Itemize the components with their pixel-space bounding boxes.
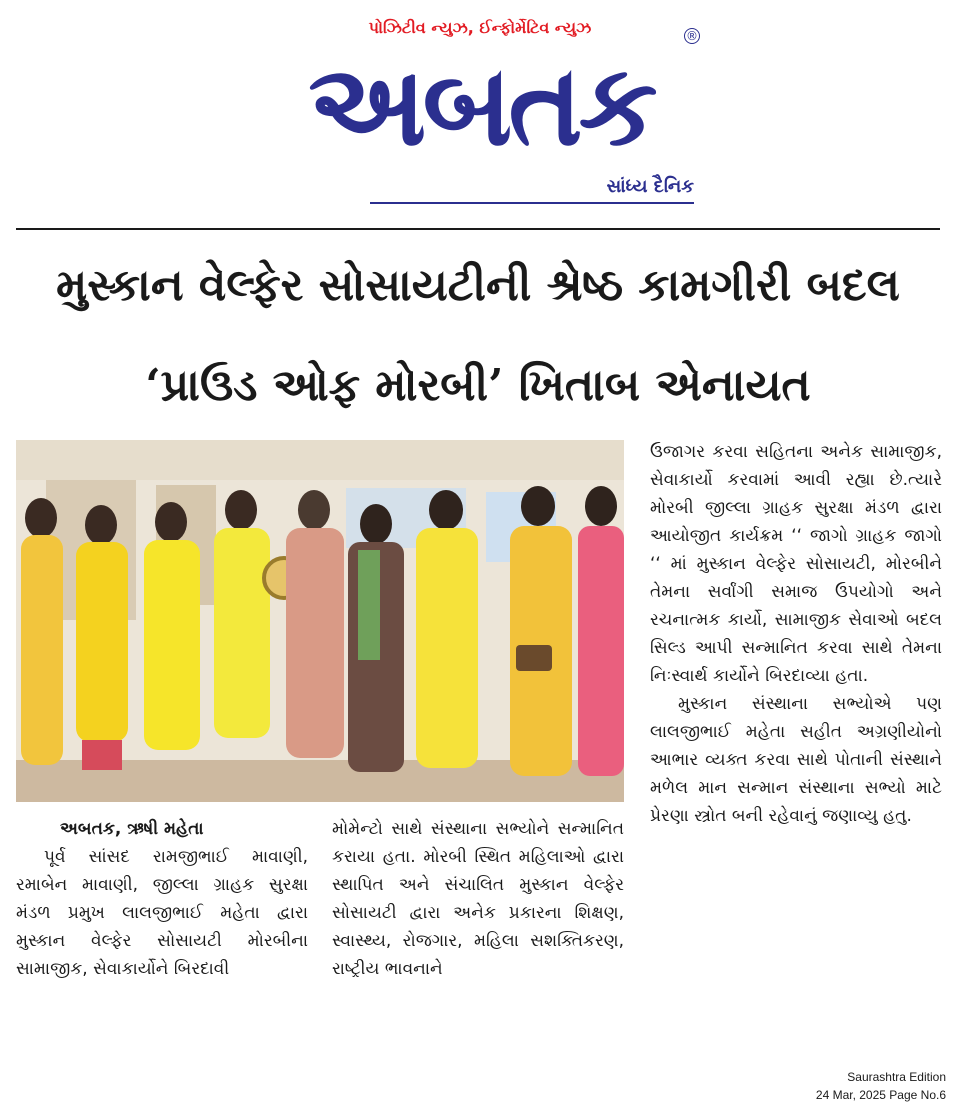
edition-date-page: 24 Mar, 2025 Page No.6 [815, 1088, 946, 1102]
article-paragraph-4: મુસ્કાન સંસ્થાના સભ્યોએ પણ લાલજીભાઈ મહેતા સહીત અગ્રણીયોનો આભાર વ્યક્ત કરવા સાથે પોતાની સંસ્થાને મળેલ માન સન્માન સંસ્થાના સભ્યો માટે પ્રેરણા સ્ત્રોત બની રહેવાનું જણાવ્યુ હતુ. [650, 694, 942, 826]
masthead-tagline: પોઝિટીવ ન્યુઝ, ઈન્ફોર્મેટિવ ન્યુઝ [368, 18, 592, 37]
headline-line-2: ‘પ્રાઉડ ઓફ મોરબી’ ખિતાબ એનાયત [145, 360, 811, 411]
header-divider [16, 228, 940, 230]
masthead-underline [370, 202, 694, 204]
edition-name: Saurashtra Edition [847, 1070, 946, 1084]
edition-footer [816, 1068, 946, 1104]
article-paragraph-2: મોમેન્ટો સાથે સંસ્થાના સભ્યોને સન્માનિત કરાયા હતા. મોરબી સ્થિત મહિલાઓ દ્વારા સ્થાપિત અને સંચાલિત મુસ્કાન વેલ્ફેર સોસાયટી દ્વારા અનેક પ્રકારના શિક્ષણ, સ્વાસ્થ્ય, રોજગાર, મહિલા સશક્તિકરણ, રાષ્ટ્રીય ભાવનાને [332, 819, 624, 979]
registered-mark: ® [686, 29, 698, 43]
headline-line-1: મુસ્કાન વેલ્ફેર સોસાયટીની શ્રેષ્ઠ કામગીરી બદલ [56, 260, 900, 311]
article-byline: અબતક, ઋષી મહેતા [60, 819, 204, 839]
article-column-1 [16, 815, 308, 983]
article-column-2 [332, 815, 624, 983]
article-paragraph-3: ઉજાગર કરવા સહિતના અનેક સામાજીક, સેવાકાર્યો કરવામાં આવી રહ્યા છે.ત્યારે મોરબી જીલ્લા ગ્રાહક સુરક્ષા મંડળ દ્વારા આયોજીત કાર્યક્રમ ‘‘ જાગો ગ્રાહક જાગો ‘‘ માં મુસ્કાન વેલ્ફેર સોસાયટી, મોરબીને તેમના સર્વાંગી સમાજ ઉપયોગો અને રચનાત્મક કાર્યો, સામાજીક સેવાઓ બદલ સિલ્ડ આપી સન્માનિત કરવા સાથે તેમના નિઃસ્વાર્થ કાર્યોને બિરદાવ્યા હતા. [650, 442, 942, 686]
newspaper-logo: અબતક [308, 41, 654, 171]
masthead-subtitle: સાંધ્ય દૈનિક [606, 176, 694, 197]
masthead [250, 18, 710, 208]
article-photo [16, 440, 624, 802]
article-paragraph-1: પૂર્વ સાંસદ રામજીભાઈ માવાણી, રમાબેન માવાણી, જીલ્લા ગ્રાહક સુરક્ષા મંડળ પ્રમુખ લાલજીભાઈ મહેતા દ્વારા મુસ્કાન વેલ્ફેર સોસાયટી મોરબીના સામાજીક, સેવાકાર્યોને બિરદાવી [16, 847, 308, 979]
group-photo-illustration [16, 440, 624, 802]
article-column-3 [650, 438, 942, 830]
